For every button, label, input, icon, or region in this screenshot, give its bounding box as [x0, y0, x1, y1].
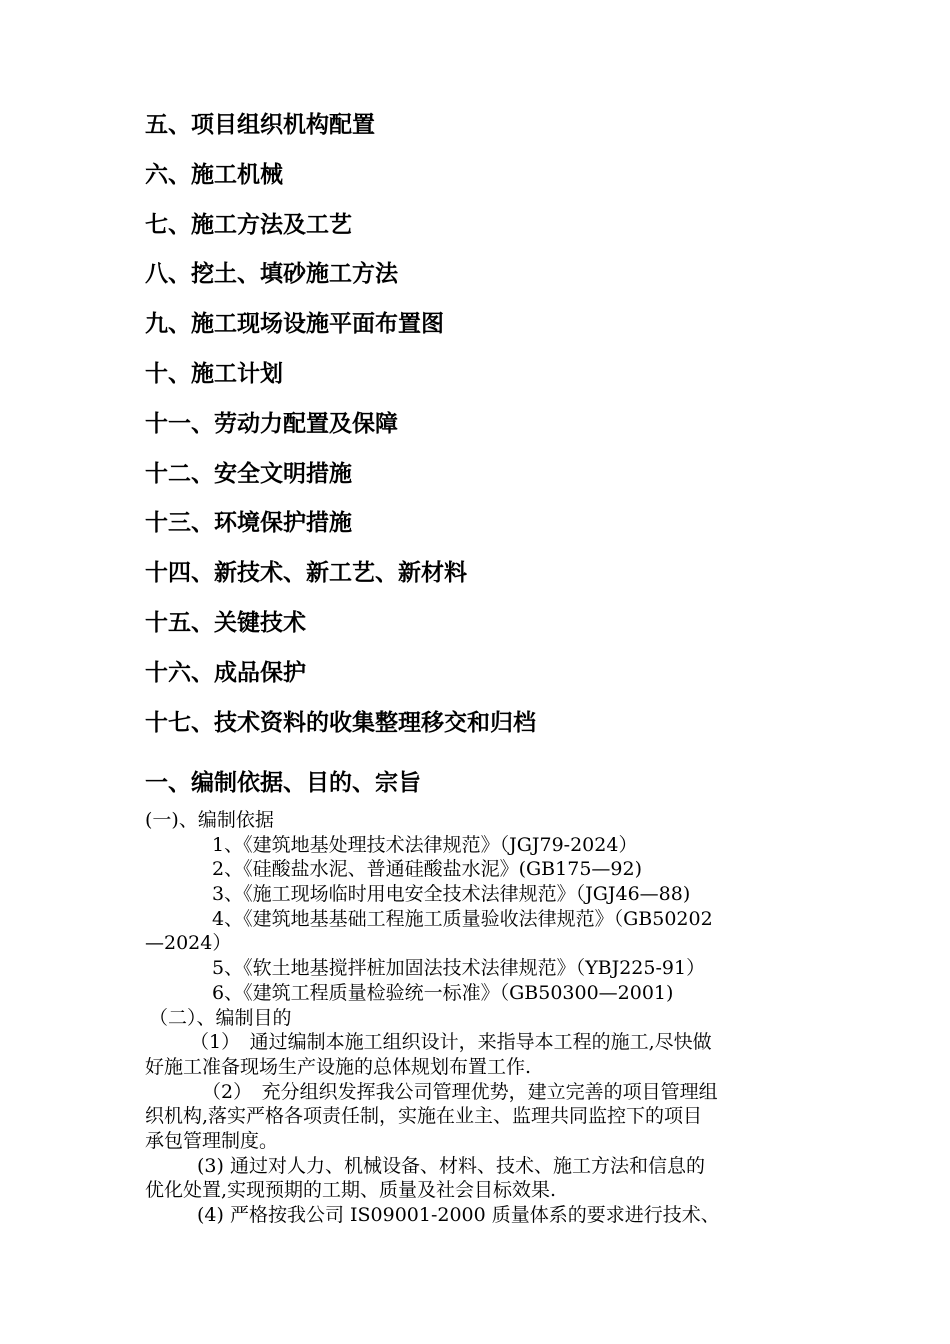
purpose-item-line: 承包管理制度。	[145, 1129, 279, 1152]
purpose-item-line: （2） 充分组织发挥我公司管理优势，建立完善的项目管理组	[202, 1080, 718, 1103]
basis-item: 3、《施工现场临时用电安全技术法律规范》（JGJ46—88)	[212, 883, 691, 906]
section-body	[145, 808, 807, 1228]
toc-item: 十四、新技术、新工艺、新材料	[145, 560, 467, 587]
basis-item: 6、《建筑工程质量检验统一标准》（GB50300—2001)	[212, 981, 674, 1004]
toc-item: 九、施工现场设施平面布置图	[145, 311, 444, 338]
basis-item: 2、《硅酸盐水泥、普通硅酸盐水泥》(GB175—92)	[212, 858, 642, 881]
toc-item: 十三、环境保护措施	[145, 510, 352, 537]
section-heading: 一、编制依据、目的、宗旨	[145, 770, 421, 796]
basis-item-continuation: —2024）	[145, 932, 232, 955]
toc-item: 十、施工计划	[145, 360, 283, 387]
toc-item: 十七、技术资料的收集整理移交和归档	[145, 709, 536, 736]
toc-item: 十六、成品保护	[145, 659, 306, 686]
toc-item: 十一、劳动力配置及保障	[145, 410, 398, 437]
toc-item: 八、挖土、填砂施工方法	[145, 261, 398, 288]
toc-item: 十二、安全文明措施	[145, 460, 352, 487]
toc-item: 五、项目组织机构配置	[145, 112, 375, 138]
toc-item: 六、施工机械	[145, 161, 283, 188]
purpose-item-line: 优化处置,实现预期的工期、质量及社会目标效果.	[145, 1179, 557, 1202]
subsection-heading: （二）、编制目的	[149, 1006, 292, 1029]
purpose-item-line: (3) 通过对人力、机械设备、材料、技术、施工方法和信息的	[197, 1154, 705, 1177]
toc-item: 七、施工方法及工艺	[145, 211, 352, 238]
purpose-item-line: 织机构,落实严格各项责任制，实施在业主、监理共同监控下的项目	[145, 1105, 703, 1128]
purpose-item-line: 好施工准备现场生产设施的总体规划布置工作.	[145, 1055, 532, 1078]
basis-item: 5、《软土地基搅拌桩加固法技术法律规范》（YBJ225-91）	[212, 957, 706, 980]
toc-item: 十五、关键技术	[145, 609, 306, 636]
purpose-item-line: (4) 严格按我公司 IS09001-2000 质量体系的要求进行技术、	[197, 1204, 720, 1226]
subsection-heading: (一)、编制依据	[145, 809, 274, 831]
basis-item: 4、《建筑地基基础工程施工质量验收法律规范》（GB50202	[212, 907, 713, 930]
purpose-item-line: （1） 通过编制本施工组织设计，来指导本工程的施工,尽快做	[190, 1031, 712, 1054]
table-of-contents	[145, 104, 536, 751]
basis-item: 1、《建筑地基处理技术法律规范》（JGJ79-2024）	[212, 833, 638, 856]
